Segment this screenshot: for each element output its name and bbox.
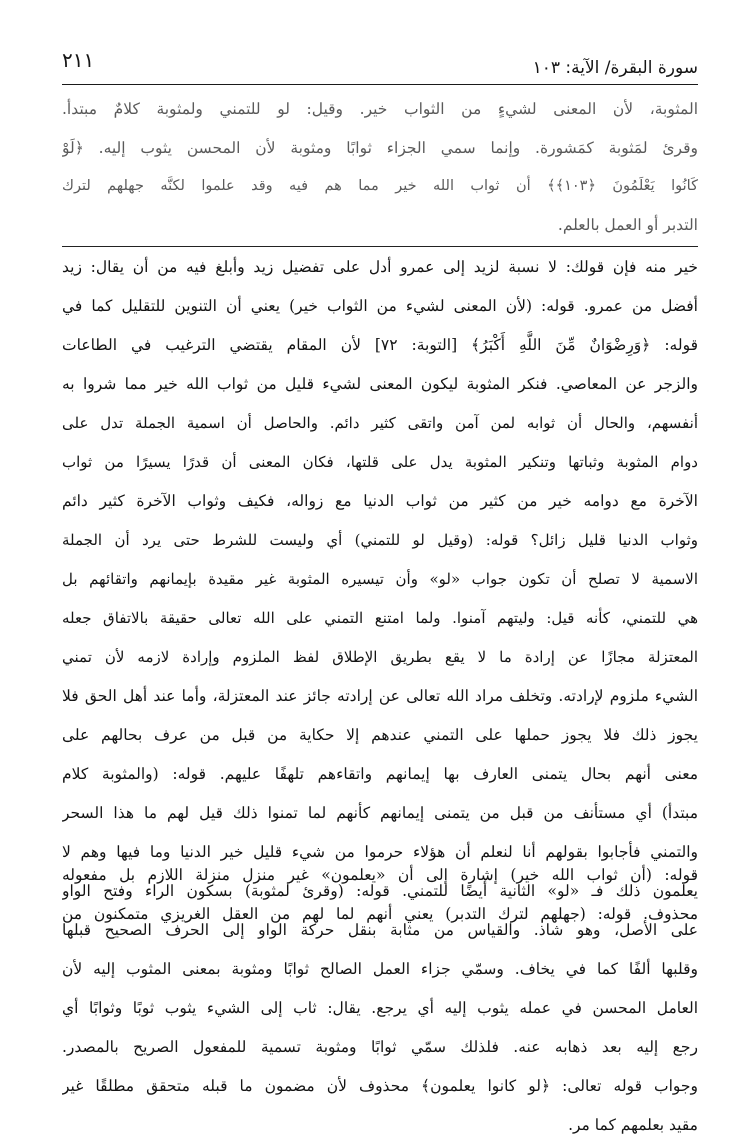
section-divider — [62, 246, 698, 247]
commentary-line: خير منه فإن قولك: لا نسبة لزيد إلى عمرو أدل على تفضيل زيد وأبلغ فيه من أن يقال: زيد — [62, 258, 698, 276]
tafsir-line: كَانُوا يَعْلَمُونَ ﴿١٠٣﴾﴾ أن ثواب الله خير مما هم فيه وقد علموا لكنَّه جهلهم لترك — [62, 178, 698, 194]
chapter-verse-label: سورة البقرة/ الآية: ١٠٣ — [532, 58, 698, 78]
commentary-line: وجواب قوله تعالى: ﴿لو كانوا يعلمون﴾ محذوف لأن مضمون ما قبله متحقق مطلقًا غير — [62, 1077, 698, 1095]
commentary-line: الآخرة مع دوامه خير من كثير من ثواب الدنيا مع زواله، فكيف وثواب الآخرة كثير دائم — [62, 492, 698, 510]
commentary-line: يعلمون ذلك فـ «لو» الثانية أيضًا للتمني. قوله: (وقرئ لمثوبة) بسكون الراء وفتح الواو — [62, 882, 698, 900]
commentary-line: مقيد بعلمهم كما مر. — [568, 1116, 698, 1134]
page-header — [62, 44, 698, 85]
closing-line: محذوف. قوله: (جهلهم لترك التدبر) يعني أنهم لما لهم من العقل الغريزي متمكنون من — [62, 905, 698, 923]
commentary-line: أنفسهم، والحال أن ثوابه لمن آمن واتقى كثير دائم. والحاصل أن اسمية الجملة تدل على — [62, 414, 698, 432]
tafsir-line: المثوبة، لأن المعنى لشيءٍ من الثواب خير. وقيل: لو للتمني ولمثوبة كلامٌ مبتدأ. — [62, 100, 698, 118]
commentary-line: الشيء ملزوم لإرادته. وتخلف مراد الله تعالى عن إرادته جائز عند المعتزلة، وأما عند أهل الحق فلا — [62, 687, 698, 705]
commentary-line: أفضل من عمرو. قوله: (لأن المعنى لشيء من الثواب خير) يعني أن التنوين للتقليل كما في — [62, 297, 698, 315]
closing-commentary — [62, 856, 698, 934]
commentary-line: والتمني فأجابوا بقولهم أنا لنعلم أن هؤلاء حرموا من شيء قليل خير الدنيا وما فيها وهم لا — [62, 843, 698, 861]
commentary-line: يجوز ذلك فلا يجوز حملها على التمني عندهم إلا حكاية من قبل من عرف بحالهم على — [62, 726, 698, 744]
closing-line: قوله: (أن ثواب الله خير) إشارة إلى أن «يعلمون» غير منزل منزلة اللازم بل مفعوله — [62, 866, 698, 884]
tafsir-line: التدبر أو العمل بالعلم. — [557, 215, 698, 234]
commentary-line: هي للتمني، كأنه قيل: وليتهم آمنوا. ولما امتنع التمني على الله تعالى حقيقة بالاتفاق جعله — [62, 609, 698, 627]
commentary-line: مبتدأ) أي مستأنف من قبل من يتمنى إيمانهم كأنهم لما تمنوا ذلك قيل لهم ما هذا السحر — [62, 804, 698, 822]
commentary-line: المعتزلة مجازًا عن إرادة ما لا يقع بطريق الإطلاق لفظ الملزوم وإرادة لازمه لأن تمني — [62, 648, 698, 666]
commentary-line: على الأصل، وهو شاذ. والقياس من مثابة بنقل حركة الواو إلى الحرف الصحيح قبلها — [62, 921, 698, 939]
commentary-line: قوله: ﴿وَرِضْوَانٌ مِّنَ اللَّهِ أَكْبَرُ﴾ [التوبة: ٧٢] لأن المقام يقتضي الترغيب في الطاعات — [62, 336, 698, 354]
commentary-line: العامل المحسن في عمله يثوب إليه أي يرجع. يقال: ثاب إلى الشيء يثوب ثوبًا وثوابًا أي — [62, 999, 698, 1017]
commentary-line: معنى أنهم بحال يتمنى العارف بها إيمانهم واتقاءهم تلهفًا عليهم. قوله: (والمثوبة كلام — [62, 765, 698, 783]
commentary-text — [62, 248, 698, 1145]
commentary-line: الاسمية لا تصلح أن تكون جواب «لو» وأن تيسيره المثوبة غير مقيدة بإيمانهم واتقائهم بل — [62, 570, 698, 588]
commentary-line: دوام المثوبة وثباتها وتنكير المثوبة يدل على قلتها، فكان المعنى أن قدرًا يسيرًا من ثواب — [62, 453, 698, 471]
commentary-line: والزجر عن المعاصي. فنكر المثوبة ليكون المعنى لشيء قليل من ثواب الله خير مما شروا به — [62, 375, 698, 393]
commentary-line: وقلبها ألفًا كما في يخاف. وسمّي جزاء العمل الصالح ثوابًا ومثوبة بمعنى المثوب إليه لأن — [62, 960, 698, 978]
commentary-line: وثواب الدنيا قليل زائل؟ قوله: (وقيل لو للتمني) أي وليست للشرط حتى يرد أن الجملة — [62, 531, 698, 549]
commentary-line: رجع إليه بعد ذهابه عنه. فلذلك سمّي ثوابًا ومثوبة تسمية للمفعول الصريح بالمصدر. — [62, 1038, 698, 1056]
tafsir-line: وقرئ لمَثوبة كمَشورة. وإنما سمي الجزاء ثوابًا ومثوبة لأن المحسن يثوب إليه. ﴿لَوْ — [62, 138, 698, 157]
page-number: ٢١١ — [62, 48, 95, 72]
main-tafsir-text — [62, 90, 698, 244]
